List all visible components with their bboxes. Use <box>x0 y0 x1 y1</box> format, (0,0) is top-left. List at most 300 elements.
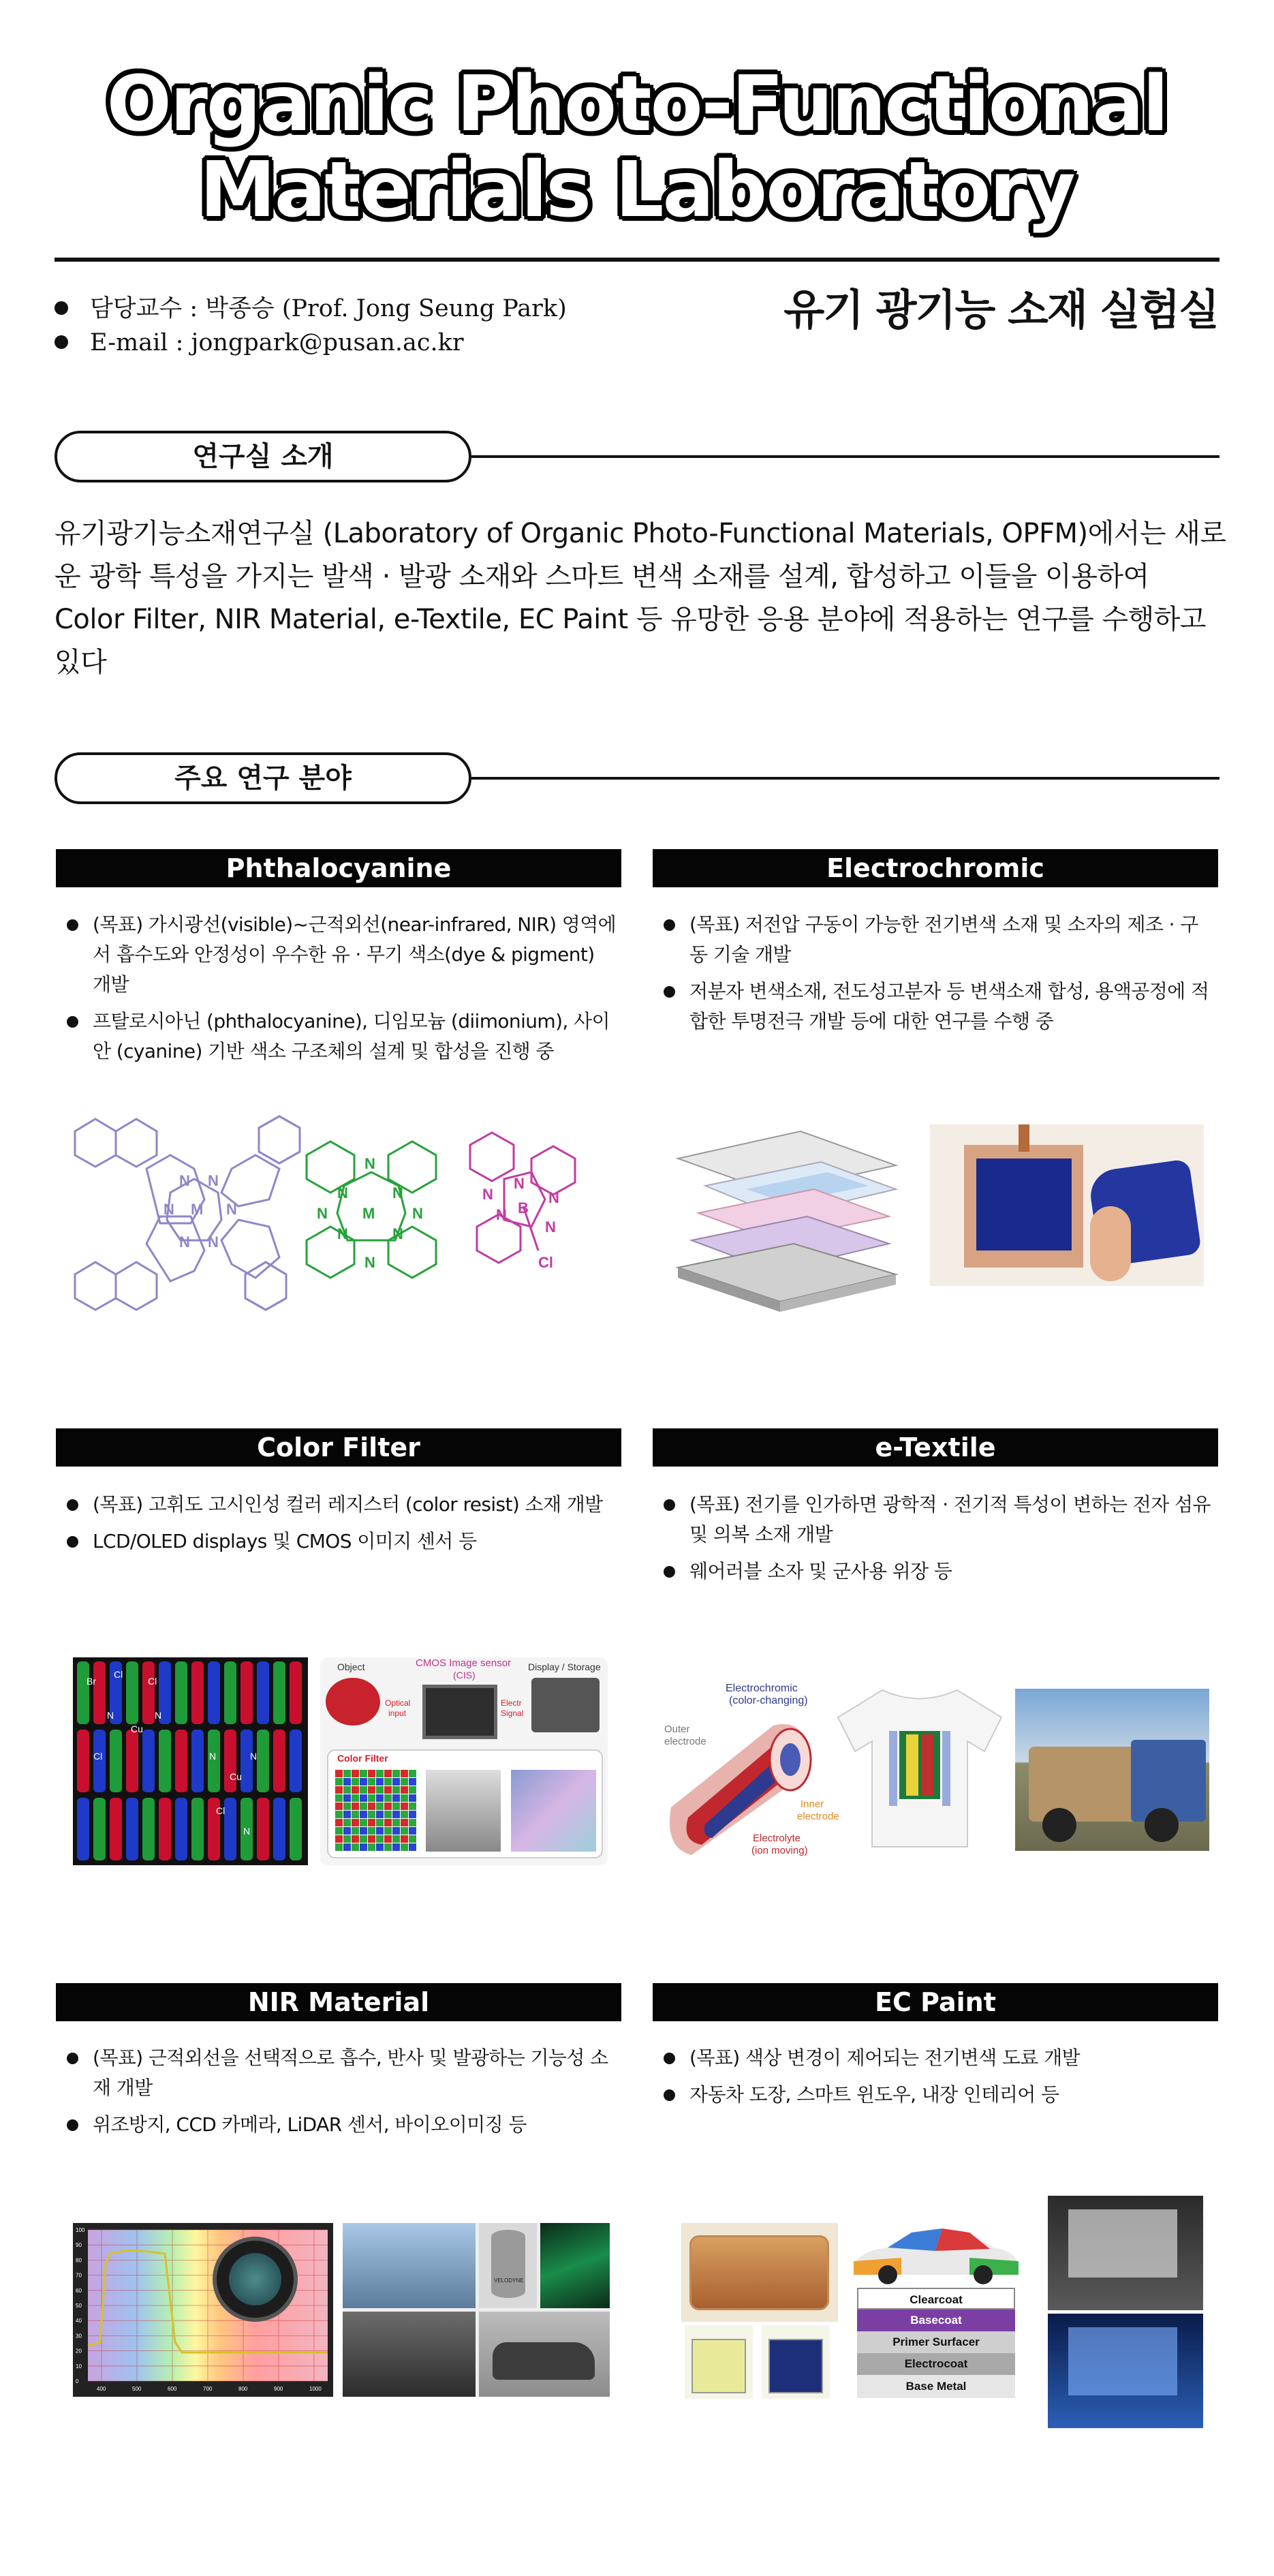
area-title: Phthalocyanine <box>56 849 621 887</box>
label: Color Filter <box>337 1753 388 1764</box>
label: electrode <box>664 1736 706 1747</box>
color-pixel <box>77 1798 89 1860</box>
label: input <box>388 1708 407 1718</box>
ec-film-blue <box>976 1159 1072 1251</box>
bayer-cell <box>352 1843 359 1851</box>
atom-label: N <box>250 1751 258 1762</box>
bayer-cell <box>352 1803 359 1810</box>
email-link[interactable]: E-mail : jongpark@pusan.ac.kr <box>90 329 464 356</box>
atom-label: N <box>392 1225 403 1242</box>
bayer-cell <box>392 1803 400 1810</box>
bayer-cell <box>409 1811 416 1818</box>
pc-structure-1 <box>75 1116 300 1310</box>
bayer-cell <box>384 1811 392 1818</box>
bayer-cell <box>401 1843 408 1851</box>
bayer-cell <box>368 1819 375 1826</box>
header-divider <box>55 258 1219 262</box>
atom-label: N <box>208 1172 219 1189</box>
bayer-cell <box>376 1843 384 1851</box>
atom-label: Br <box>87 1676 96 1687</box>
lens-glass <box>229 2253 281 2305</box>
color-pixel <box>273 1730 285 1792</box>
nir-spectrum-chart <box>73 2223 333 2397</box>
color-pixel <box>257 1798 269 1860</box>
label: Electr <box>501 1698 522 1708</box>
atom-label: N <box>317 1205 328 1222</box>
wafer-photo <box>511 1770 596 1852</box>
bayer-cell <box>392 1778 400 1785</box>
atom-label: N <box>337 1225 348 1242</box>
list-item: 저분자 변색소재, 전도성고분자 등 변색소재 합성, 용액공정에 적합한 투명전극 개발 등에 대한 연구를 수행 중 <box>655 977 1214 1037</box>
layer-electrocoat: Electrocoat <box>857 2353 1015 2375</box>
bayer-cell <box>392 1811 400 1818</box>
phthalocyanine-bullets <box>59 910 617 1073</box>
bayer-cell <box>360 1803 367 1810</box>
y-tick-label: 0 <box>76 2378 79 2385</box>
color-pixel <box>159 1798 171 1860</box>
bayer-cell <box>376 1803 384 1810</box>
bayer-cell <box>335 1778 343 1785</box>
bayer-cell <box>360 1811 367 1818</box>
atom-label: N <box>412 1205 423 1222</box>
bayer-cell <box>368 1827 375 1835</box>
bayer-cell <box>343 1803 351 1810</box>
y-tick-label: 90 <box>76 2242 82 2249</box>
bayer-cell <box>360 1827 367 1835</box>
bayer-cell <box>409 1794 416 1802</box>
bayer-cell <box>409 1770 416 1777</box>
bayer-cell <box>360 1794 367 1802</box>
page-title: Organic Photo-Functional Materials Laboratory <box>106 60 1168 234</box>
bayer-cell <box>343 1843 351 1851</box>
wheel <box>1042 1808 1076 1842</box>
x-tick-label: 600 <box>168 2386 177 2392</box>
bayer-cell <box>401 1803 408 1810</box>
lidar-sensor-photo <box>479 2223 537 2308</box>
nir-filter-lens <box>213 2237 298 2322</box>
bayer-cell <box>352 1811 359 1818</box>
divider <box>471 777 1219 780</box>
label: Electrochromic <box>726 1683 798 1694</box>
color-pixel <box>77 1730 89 1792</box>
bayer-cell <box>392 1794 400 1802</box>
blue-film <box>768 2339 823 2393</box>
bayer-cell <box>343 1827 351 1835</box>
atom-label: N <box>548 1189 559 1206</box>
bayer-cell <box>352 1827 359 1835</box>
color-pixel <box>257 1730 269 1792</box>
color-filter-pixels <box>73 1657 308 1865</box>
brand-label: VELODYNE <box>494 2278 524 2284</box>
bayer-cell <box>392 1819 400 1826</box>
bayer-cell <box>352 1770 359 1777</box>
bayer-cell <box>384 1803 392 1810</box>
paint-layer-stack <box>857 2288 1015 2398</box>
area-electrochromic <box>653 849 1218 887</box>
bayer-cell <box>368 1843 375 1851</box>
layer-clearcoat: Clearcoat <box>857 2288 1015 2310</box>
bayer-cell <box>335 1803 343 1810</box>
list-item: (목표) 근적외선을 선택적으로 흡수, 반사 및 발광하는 기능성 소재 개발 <box>59 2043 617 2103</box>
smart-window-photo-2 <box>1048 2314 1203 2428</box>
color-pixel <box>290 1730 302 1792</box>
area-e-textile <box>653 1428 1218 1467</box>
bayer-cell <box>409 1827 416 1835</box>
atom-label: N <box>155 1710 162 1721</box>
atom-label: N <box>208 1233 219 1251</box>
color-pixel <box>175 1661 187 1724</box>
bayer-cell <box>343 1794 351 1802</box>
list-item: 프탈로시아닌 (phthalocyanine), 디임모늄 (diimonium), 사이안 (cyanine) 기반 색소 구조체의 설계 및 합성을 진행 중 <box>59 1007 617 1067</box>
intro-section-header <box>55 431 1219 484</box>
ec-paint-device-1 <box>681 2223 838 2322</box>
military-vehicle-photo <box>1015 1689 1209 1851</box>
color-pixel <box>175 1730 187 1792</box>
label: Outer <box>664 1723 690 1735</box>
x-tick-label: 800 <box>238 2386 248 2392</box>
color-pixel <box>191 1798 204 1860</box>
bayer-cell <box>343 1835 351 1843</box>
bayer-cell <box>409 1843 416 1851</box>
lab-name-korean: 유기 광기능 소재 실험실 <box>783 285 1218 335</box>
atom-label: N <box>243 1826 251 1837</box>
bayer-cell <box>401 1778 408 1785</box>
bayer-cell <box>384 1835 392 1843</box>
bayer-cell <box>360 1819 367 1826</box>
list-item: (목표) 가시광선(visible)~근적외선(near-infrared, NIR) 영역에서 흡수도와 안정성이 우수한 유 · 무기 색소(dye & pigment) 개발 <box>59 910 617 1000</box>
bayer-cell <box>409 1786 416 1794</box>
bayer-cell <box>368 1803 375 1810</box>
area-title: EC Paint <box>653 1983 1218 2021</box>
label: Electrolyte <box>753 1833 801 1844</box>
y-tick-label: 70 <box>76 2272 82 2279</box>
color-pixel <box>142 1798 155 1860</box>
ec-device-layers <box>664 1118 910 1322</box>
apple-photo <box>326 1678 380 1726</box>
atom-label: N <box>179 1233 190 1251</box>
car-interior-photo <box>343 2312 476 2397</box>
label: electrode <box>797 1811 839 1822</box>
phthalocyanine-structures <box>68 1104 613 1322</box>
bayer-cell <box>376 1819 384 1826</box>
atom-label: N <box>482 1186 493 1203</box>
bayer-cell <box>368 1770 375 1777</box>
color-pixel <box>142 1730 155 1792</box>
car-body <box>493 2342 595 2380</box>
y-tick-label: 10 <box>76 2363 82 2370</box>
vehicle-body <box>1029 1747 1138 1822</box>
layer-primer: Primer Surfacer <box>857 2331 1015 2353</box>
x-tick-label: 900 <box>274 2386 283 2392</box>
bayer-pattern <box>335 1770 417 1852</box>
bayer-cell <box>392 1843 400 1851</box>
intro-text: 유기광기능소재연구실 (Laboratory of Organic Photo-Functional Materials, OPFM)에서는 새로운 광학 특성을 가지는 발색 · 발광 소재와 스마트 변색 소재를 설계, 합성하고 이들을 이용하여 Color Filter, NIR Material, e-Textile, EC Paint 등 유망한 응용 분야에 적용하는 연구를 수행하고 있다 <box>55 518 1226 678</box>
bayer-cell <box>392 1770 400 1777</box>
atom-label: M <box>362 1205 375 1222</box>
pixel-grid <box>73 1657 308 1865</box>
list-item: 자동차 도장, 스마트 윈도우, 내장 인테리어 등 <box>655 2080 1214 2110</box>
area-title: Color Filter <box>56 1428 621 1467</box>
y-tick-label: 30 <box>76 2333 82 2340</box>
hand <box>1090 1206 1131 1281</box>
fiber-diagram <box>664 1678 839 1862</box>
list-item: LCD/OLED displays 및 CMOS 이미지 센서 등 <box>59 1527 617 1557</box>
ec-tshirt <box>835 1683 1005 1850</box>
email-info <box>55 326 464 360</box>
lidar-pointcloud <box>540 2223 610 2308</box>
bayer-cell <box>384 1843 392 1851</box>
color-pixel <box>224 1798 236 1860</box>
label: Signal <box>501 1708 524 1718</box>
bayer-cell <box>376 1786 384 1794</box>
bayer-cell <box>368 1794 375 1802</box>
bayer-cell <box>376 1827 384 1835</box>
wire <box>1019 1124 1029 1152</box>
color-pixel <box>273 1661 285 1724</box>
bayer-cell <box>401 1819 408 1826</box>
bayer-cell <box>392 1835 400 1843</box>
nir-applications-collage <box>343 2223 610 2397</box>
color-pixel <box>126 1730 138 1792</box>
smart-window-photo-1 <box>1048 2196 1203 2310</box>
bayer-cell <box>401 1827 408 1835</box>
bayer-cell <box>384 1778 392 1785</box>
x-tick-label: 400 <box>97 2386 106 2392</box>
y-tick-label: 20 <box>76 2348 82 2355</box>
label: (CIS) <box>453 1670 476 1681</box>
painted-car <box>847 2220 1024 2285</box>
bullet-icon <box>55 301 68 315</box>
atom-label: B <box>518 1199 529 1216</box>
bayer-cell <box>368 1811 375 1818</box>
atom-label: Cl <box>93 1751 103 1762</box>
window-pane <box>1068 2209 1177 2278</box>
bayer-cell <box>368 1778 375 1785</box>
area-title: Electrochromic <box>653 849 1218 887</box>
bayer-cell <box>409 1803 416 1810</box>
y-tick-label: 80 <box>76 2257 82 2264</box>
list-item: 위조방지, CCD 카메라, LiDAR 센서, 바이오이미징 등 <box>59 2110 617 2140</box>
bayer-cell <box>360 1786 367 1794</box>
color-pixel <box>110 1730 122 1792</box>
bayer-cell <box>335 1843 343 1851</box>
x-tick-label: 1000 <box>309 2386 322 2392</box>
bayer-cell <box>401 1835 408 1843</box>
bayer-cell <box>335 1786 343 1794</box>
color-pixel <box>93 1798 106 1860</box>
bayer-cell <box>343 1786 351 1794</box>
bayer-cell <box>335 1819 343 1826</box>
bayer-cell <box>376 1770 384 1777</box>
ec-paint-device-3 <box>762 2325 830 2399</box>
atom-label: N <box>545 1218 556 1236</box>
bayer-cell <box>409 1819 416 1826</box>
bayer-cell <box>401 1770 408 1777</box>
bayer-cell <box>401 1786 408 1794</box>
bayer-cell <box>335 1835 343 1843</box>
bayer-cell <box>384 1827 392 1835</box>
atom-label: N <box>337 1184 348 1201</box>
area-title: e-Textile <box>653 1428 1218 1467</box>
bayer-cell <box>376 1835 384 1843</box>
e-textile-bullets <box>655 1490 1214 1593</box>
yellow-film <box>692 2339 746 2393</box>
color-pixel <box>224 1661 236 1724</box>
atom-label: M <box>191 1201 204 1218</box>
bayer-cell <box>352 1819 359 1826</box>
bayer-cell <box>352 1794 359 1802</box>
area-nir-material <box>56 1983 621 2021</box>
area-color-filter <box>56 1428 621 1467</box>
research-section-header <box>55 752 1219 806</box>
color-pixel <box>240 1661 253 1724</box>
bayer-cell <box>368 1786 375 1794</box>
area-title: NIR Material <box>56 1983 621 2021</box>
bayer-cell <box>343 1770 351 1777</box>
color-pixel <box>257 1661 269 1724</box>
color-pixel <box>159 1730 171 1792</box>
atom-label: N <box>514 1175 525 1192</box>
bayer-cell <box>401 1811 408 1818</box>
color-pixel <box>126 1661 138 1724</box>
autonomous-car-photo <box>479 2312 610 2397</box>
lidar-body <box>491 2230 525 2298</box>
intro-heading: 연구실 소개 <box>55 431 471 482</box>
atom-label: Cl <box>538 1254 553 1271</box>
bayer-cell <box>376 1811 384 1818</box>
bayer-cell <box>409 1835 416 1843</box>
bayer-cell <box>384 1819 392 1826</box>
color-pixel <box>126 1798 138 1860</box>
atom-label: N <box>496 1206 507 1223</box>
y-tick-label: 50 <box>76 2303 82 2309</box>
list-item: (목표) 저전압 구동이 가능한 전기변색 소재 및 소자의 제조 · 구동 기술 개발 <box>655 910 1214 970</box>
y-tick-label: 100 <box>76 2227 85 2233</box>
color-pixel <box>142 1661 155 1724</box>
bayer-cell <box>343 1819 351 1826</box>
x-tick-label: 500 <box>132 2386 142 2392</box>
atom-label: Cu <box>131 1723 143 1734</box>
label: (color-changing) <box>729 1695 808 1706</box>
color-pixel <box>273 1798 285 1860</box>
atom-label: N <box>179 1172 190 1189</box>
nir-bullets <box>59 2043 617 2147</box>
bayer-cell <box>384 1770 392 1777</box>
bayer-cell <box>384 1786 392 1794</box>
bayer-cell <box>401 1794 408 1802</box>
sem-image <box>426 1770 501 1852</box>
divider <box>471 455 1219 458</box>
bayer-cell <box>376 1794 384 1802</box>
color-pixel <box>191 1730 204 1792</box>
label: Inner <box>801 1798 824 1810</box>
bayer-cell <box>360 1770 367 1777</box>
bayer-cell <box>360 1778 367 1785</box>
ec-photo <box>930 1124 1204 1286</box>
wheel <box>1145 1808 1179 1842</box>
y-tick-label: 60 <box>76 2287 82 2294</box>
y-tick-label: 40 <box>76 2318 82 2325</box>
color-pixel <box>290 1798 302 1860</box>
color-pixel <box>175 1798 187 1860</box>
label: Display / Storage <box>528 1661 601 1672</box>
label: Object <box>337 1661 365 1672</box>
display-device <box>531 1678 600 1732</box>
window-pane <box>1068 2327 1177 2395</box>
bayer-cell <box>368 1835 375 1843</box>
spectrum-plot <box>73 2223 333 2397</box>
cmos-diagram <box>320 1657 608 1865</box>
bayer-cell <box>335 1827 343 1835</box>
area-ec-paint <box>653 1983 1218 2021</box>
bayer-cell <box>352 1778 359 1785</box>
bullet-icon <box>55 335 68 349</box>
bayer-cell <box>360 1835 367 1843</box>
atom-label: Cl <box>216 1805 226 1816</box>
bayer-cell <box>335 1770 343 1777</box>
bayer-cell <box>376 1778 384 1785</box>
bayer-cell <box>360 1843 367 1851</box>
atom-label: N <box>164 1201 174 1218</box>
color-pixel <box>110 1798 122 1860</box>
atom-label: Cl <box>114 1669 123 1680</box>
list-item: (목표) 고휘도 고시인성 컬러 레지스터 (color resist) 소재 개발 <box>59 1490 617 1520</box>
atom-label: Cl <box>148 1676 157 1687</box>
color-pixel <box>93 1661 106 1724</box>
bayer-cell <box>384 1794 392 1802</box>
atom-label: N <box>107 1710 114 1721</box>
bayer-cell <box>335 1794 343 1802</box>
layer-base-metal: Base Metal <box>857 2375 1015 2398</box>
bayer-cell <box>352 1835 359 1843</box>
atom-label: Cu <box>230 1771 242 1782</box>
bayer-cell <box>392 1827 400 1835</box>
bayer-cell <box>352 1786 359 1794</box>
professor-info: 담당교수 : 박종승 (Prof. Jong Seung Park) <box>55 292 567 326</box>
list-item: 웨어러블 소자 및 군사용 위장 등 <box>655 1557 1214 1586</box>
electrochromic-bullets <box>655 910 1214 1043</box>
sensor-chip <box>422 1685 497 1739</box>
smart-city-photo <box>343 2223 476 2308</box>
bayer-cell <box>335 1811 343 1818</box>
color-pixel <box>77 1661 89 1724</box>
bayer-cell <box>343 1811 351 1818</box>
color-pixel <box>224 1730 236 1792</box>
atom-label: N <box>209 1751 217 1762</box>
bayer-cell <box>392 1786 400 1794</box>
ec-paint-bullets <box>655 2043 1214 2117</box>
atom-label: N <box>392 1184 403 1201</box>
bayer-cell <box>343 1778 351 1785</box>
bayer-cell <box>409 1778 416 1785</box>
atom-label: N <box>364 1155 375 1172</box>
color-filter-bullets <box>59 1490 617 1563</box>
x-tick-label: 700 <box>203 2386 213 2392</box>
device-film <box>689 2235 829 2310</box>
layer-basecoat: Basecoat <box>857 2310 1015 2331</box>
research-heading: 주요 연구 분야 <box>55 752 471 804</box>
color-pixel <box>290 1661 302 1724</box>
label: Optical <box>385 1698 411 1708</box>
label: CMOS Image sensor <box>416 1657 512 1669</box>
list-item: (목표) 색상 변경이 제어되는 전기변색 도료 개발 <box>655 2043 1214 2073</box>
color-pixel <box>208 1661 220 1724</box>
atom-label: N <box>226 1201 237 1218</box>
color-pixel <box>191 1661 204 1724</box>
list-item: (목표) 전기를 인가하면 광학적 · 전기적 특성이 변하는 전자 섬유 및 의복 소재 개발 <box>655 1490 1214 1550</box>
atom-label: N <box>364 1254 375 1271</box>
area-phthalocyanine <box>56 849 621 887</box>
